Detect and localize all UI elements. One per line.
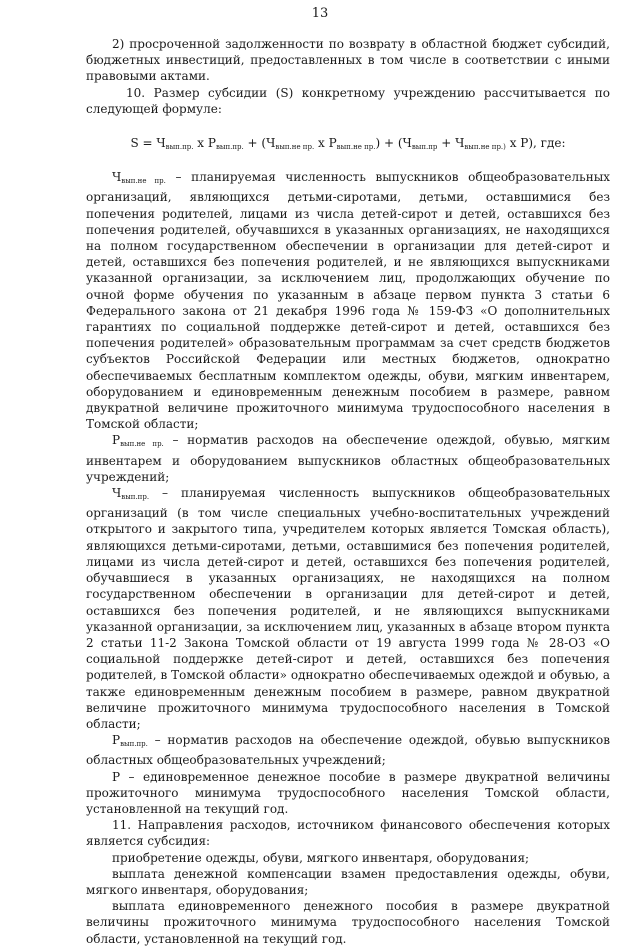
definition-paragraph: $P_{вып.пр.}$ – норматив расходов на обеспечение одеждой, обувью выпускников областных общеобразовательных учреждений; [86, 733, 610, 768]
paragraph: P – единовременное денежное пособие в размере двукратной величины прожиточного минимума трудоспособного населения Томской области, установленной на текущий год. [86, 769, 610, 816]
definition-paragraph: $Ч_{вып.не пр.}$ – планируемая численность выпускников общеобразовательных организаций, являющихся детьми-сиротами, детьми, оставшимися без попечения родителей, лицами из числа детей-сирот и детей, оставшихся без попечения родителей, обучавшихся в указанных организациях, не находящихся на полном государственном обеспечении в организации для детей-сирот и детей, оставшихся без попечения родителей, и не являющихся выпускниками указанной организации, за исключением лиц, продолжающих обучение по очной форме обучения по указанным в абзаце первом пункта 3 статьи 6 Федерального закона от 21 декабря 1996 года № 159-ФЗ «О дополнительных гарантиях по социальной поддержке детей-сирот и детей, оставшихся без попечения родителей» образовательным программам за счет средств бюджетов субъектов Российской Федерации или местных бюджетов, однократно обеспечиваемых бесплатным комплектом одежды, обуви, мягким инвентарем, оборудованием и единовременным денежным пособием в размере, равном двукратной величине прожиточного минимума трудоспособного населения в Томской области; [86, 170, 611, 432]
paragraph: 11. Направления расходов, источником финансового обеспечения которых является субсидия: [86, 818, 610, 849]
paragraph: 2) просроченной задолженности по возврату в областной бюджет субсидий, бюджетных инвестиций, предоставленных в том числе в соответствии с иными правовыми актами. [86, 37, 610, 84]
definition-paragraph: $Ч_{вып.пр.}$ – планируемая численность выпускников общеобразовательных организаций (в том числе специальных учебно-воспитательных учреждений открытого и закрытого типа, учредителем которых является Томская область), являющихся детьми-сиротами, детьми, оставшимися без попечения родителей, лицами из числа детей-сирот и детей, оставшихся без попечения родителей, обучавшиеся в указанных организациях, не находящихся на полном государственном обеспечении в организации для детей-сирот и детей, оставшихся без попечения родителей, и не являющихся выпускниками указанной организации, за исключением лиц, указанных в абзаце втором пункта 2 статьи 11-2 Закона Томской области от 19 августа 1999 года № 28-ОЗ «О социальной поддержке детей-сирот и детей, оставшихся без попечения родителей, в Томской области» однократно обеспечиваемых одеждой и обувью, а также единовременным денежным пособием в размере, равном двукратной величине прожиточного минимума трудоспособного населения в Томской области; [86, 486, 610, 731]
list-item: приобретение одежды, обуви, мягкого инвентаря, оборудования; [112, 850, 530, 865]
paragraph: 10. Размер субсидии (S) конкретному учреждению рассчитывается по следующей формуле: [86, 85, 610, 116]
list-item: выплата денежной компенсации взамен предоставления одежды, обуви, мягкого инвентаря, оборудования; [86, 866, 610, 897]
document-body [86, 36, 610, 947]
subsidy-formula: $S = Ч_{вып.пр.}$ x $P_{вып.пр.} + (Ч_{вып.не пр.}$ x $P_{вып.не пр.}) + (Ч_{вып.пр} + Ч_{вып.не пр.)}$ x P), где: [130, 136, 566, 152]
page-number: 13 [311, 6, 329, 21]
definition-paragraph: $P_{вып.не пр.}$ – норматив расходов на обеспечение одеждой, обувью, мягким инвентарем и оборудованием выпускников областных общеобразовательных учреждений; [86, 433, 611, 484]
list-item: выплата единовременного денежного пособия в размере двукратной величины прожиточного минимума трудоспособного населения Томской области, установленной на текущий год. [86, 899, 610, 946]
